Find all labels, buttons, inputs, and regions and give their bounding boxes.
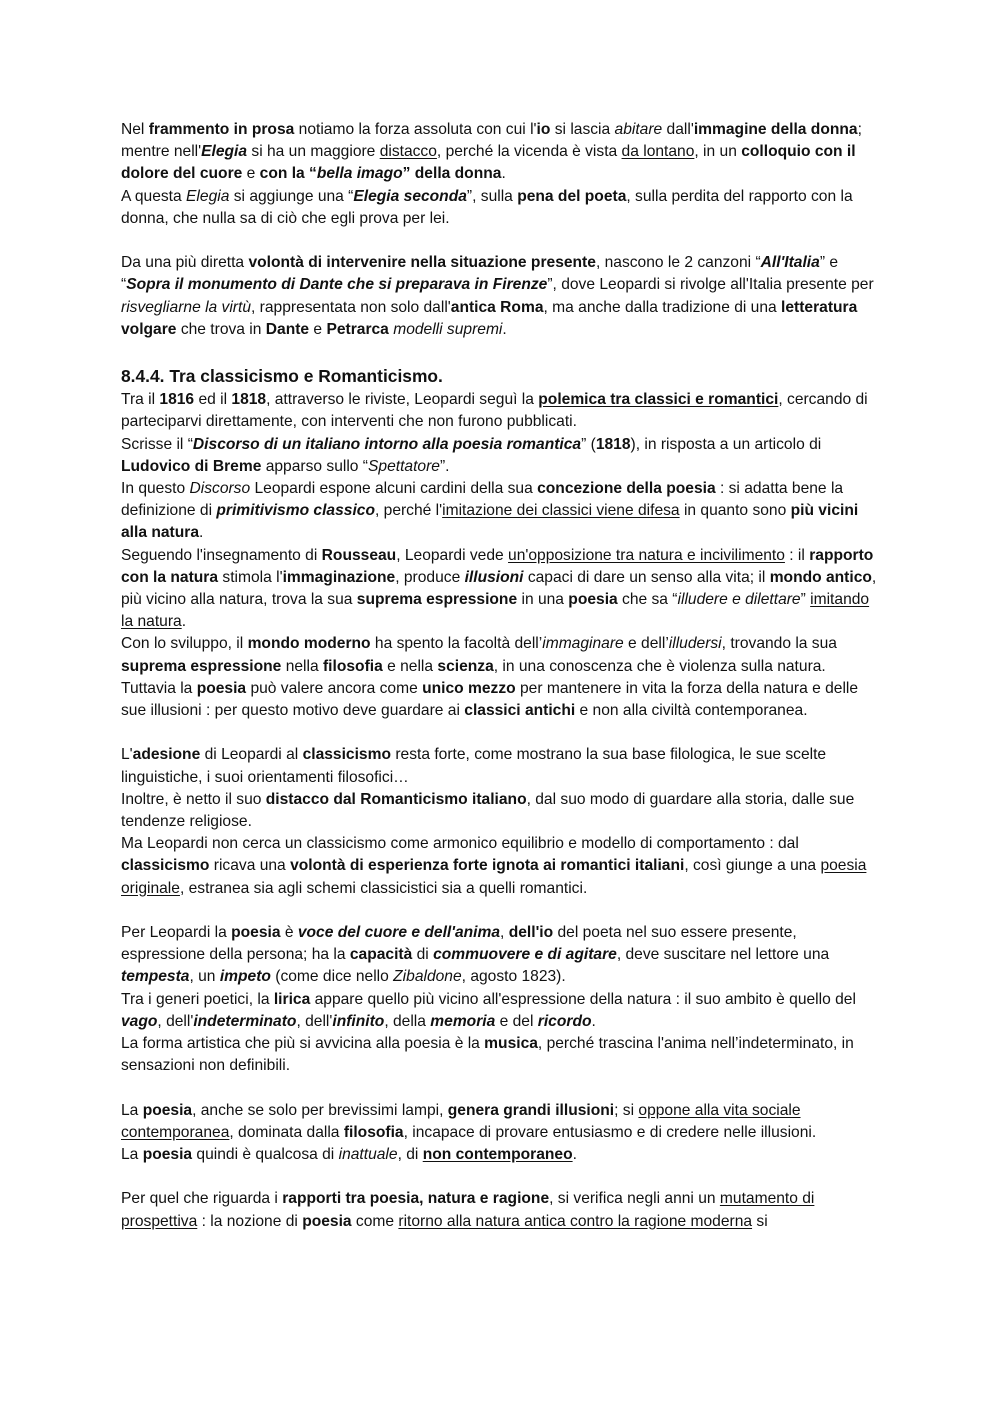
- text-run: .: [181, 613, 187, 631]
- paragraph: [121, 633, 883, 677]
- text-run: , attraverso le riviste, Leopardi seguì la: [266, 391, 539, 409]
- text-run: tempesta: [121, 968, 190, 986]
- paragraph: [121, 922, 883, 989]
- text-run: per mantenere in vita la forza della natura e delle sue illusioni : per questo motivo deve guardare ai: [121, 679, 859, 720]
- text-run: modelli supremi: [393, 320, 503, 338]
- text-run: pena del poeta: [517, 187, 627, 205]
- text-run: 1816: [159, 391, 195, 409]
- text-run: infinito: [332, 1012, 385, 1030]
- text-run: , anche se solo per brevissimi lampi,: [192, 1101, 448, 1119]
- text-run: unico mezzo: [422, 679, 516, 697]
- text-run: Ma Leopardi non cerca un classicismo come armonico equilibrio e modello di comportamento : dal: [121, 835, 799, 853]
- text-run: .: [199, 524, 204, 542]
- text-run: distacco dal Romanticismo italiano: [265, 790, 527, 808]
- text-run: in quanto sono: [679, 502, 791, 520]
- text-run: Petrarca: [326, 320, 389, 338]
- text-run: si aggiunge una “: [229, 187, 354, 205]
- text-run: adesione: [132, 746, 201, 764]
- text-run: poesia: [231, 924, 281, 942]
- text-run: , si verifica negli anni un: [549, 1190, 720, 1208]
- text-run: ”.: [439, 457, 450, 475]
- text-run: , di: [397, 1146, 423, 1164]
- text-run: stimola l': [218, 568, 283, 586]
- text-run: che trova in: [176, 320, 266, 338]
- text-run: scienza: [437, 657, 494, 675]
- text-run: poesia: [142, 1146, 193, 1164]
- text-run: del poeta nel suo essere presente, espressione della persona; ha la: [121, 924, 797, 964]
- text-run: di Leopardi al: [200, 746, 303, 764]
- document-body: [121, 119, 883, 1233]
- text-run: di: [412, 946, 434, 964]
- text-run: Sopra il monumento di Dante che si preparava in Firenze: [126, 276, 548, 294]
- text-run: Seguendo l'insegnamento di: [121, 546, 322, 564]
- text-run: , dell': [157, 1012, 194, 1030]
- text-run: capacità: [349, 946, 413, 964]
- text-run: vago: [121, 1012, 158, 1030]
- text-run: , in una conoscenza che è violenza sulla natura.: [493, 657, 826, 675]
- text-run: abitare: [614, 121, 663, 138]
- text-run: ” e “: [121, 254, 839, 294]
- document-page: [121, 119, 883, 1233]
- text-run: e del: [495, 1012, 538, 1030]
- text-run: un'opposizione tra natura e incivilimento: [508, 546, 785, 564]
- text-run: come: [351, 1212, 399, 1230]
- text-run: ; si: [614, 1101, 639, 1119]
- text-run: si lascia: [550, 121, 615, 138]
- text-run: nella: [281, 657, 323, 675]
- text-run: : il: [784, 546, 810, 564]
- text-run: : si adatta bene la definizione di: [121, 480, 844, 520]
- text-run: Tuttavia la: [121, 679, 197, 697]
- text-run: volontà di intervenire nella situazione presente: [248, 254, 596, 272]
- paragraph: [121, 789, 883, 833]
- text-run: illudersi: [668, 635, 722, 653]
- text-run: memoria: [430, 1012, 496, 1030]
- text-run: 1818: [595, 435, 631, 453]
- text-run: ”: [800, 591, 811, 609]
- text-run: concezione della poesia: [537, 480, 716, 498]
- text-run: indeterminato: [193, 1012, 297, 1030]
- paragraph: [121, 434, 883, 478]
- paragraph: [121, 119, 883, 186]
- text-run: classici antichi: [464, 702, 576, 720]
- text-run: ed il: [194, 391, 232, 409]
- paragraph-spacer: [121, 900, 883, 922]
- text-run: Zibaldone: [393, 968, 462, 986]
- text-run: appare quello più vicino all'espressione della natura : il suo ambito è quello del: [310, 990, 856, 1008]
- text-run: impeto: [219, 968, 271, 986]
- text-run: , trovando la sua: [721, 635, 837, 653]
- text-run: , deve suscitare nel lettore una: [616, 946, 830, 964]
- text-run: Nel: [121, 121, 149, 138]
- text-run: bella imago: [316, 165, 403, 183]
- text-run: , dal suo modo di guardare alla storia, dalle sue tendenze religiose.: [121, 790, 855, 831]
- text-run: mondo moderno: [247, 635, 371, 653]
- text-run: poesia originale: [121, 857, 867, 897]
- text-run: La forma artistica che più si avvicina alla poesia è la: [121, 1035, 485, 1053]
- text-run: dell'io: [508, 924, 554, 942]
- paragraph: [121, 744, 883, 788]
- text-run: io: [536, 121, 551, 138]
- text-run: in una: [517, 591, 569, 609]
- text-run: apparso sullo “: [261, 457, 368, 475]
- text-run: con la “: [259, 165, 317, 183]
- text-run: è: [280, 924, 298, 942]
- text-run: filosofia: [322, 657, 383, 675]
- text-run: Elegia: [201, 143, 248, 161]
- paragraph-spacer: [121, 1077, 883, 1099]
- text-run: immagine della donna: [693, 121, 858, 138]
- text-run: mondo antico: [769, 568, 872, 586]
- text-run: , un: [189, 968, 220, 986]
- text-run: Dante: [265, 320, 310, 338]
- text-run: Spettatore: [368, 457, 440, 475]
- text-run: .: [502, 320, 507, 338]
- text-run: colloquio con il dolore del cuore: [121, 143, 856, 183]
- text-run: , più vicino alla natura, trova la sua: [121, 568, 877, 609]
- paragraph-spacer: [121, 1166, 883, 1188]
- text-run: Tra il: [121, 391, 160, 409]
- text-run: imitando la natura: [121, 591, 870, 631]
- text-run: , così giunge a una: [684, 857, 821, 875]
- text-run: capaci di dare un senso alla vita; il: [523, 568, 770, 586]
- text-run: , nascono le 2 canzoni “: [595, 254, 761, 272]
- text-run: Da una più diretta: [121, 254, 249, 272]
- text-run: , perché trascina l'anima nell’indeterminato, in sensazioni non definibili.: [121, 1035, 854, 1075]
- paragraph: [121, 545, 883, 634]
- text-run: non contemporaneo: [422, 1146, 573, 1164]
- text-run: : la nozione di: [197, 1212, 303, 1230]
- section-heading: 8.4.4. Tra classicismo e Romanticismo.: [121, 366, 443, 387]
- text-run: notiamo la forza assoluta con cui l': [294, 121, 537, 138]
- text-run: lirica: [273, 990, 311, 1008]
- paragraph: [121, 186, 883, 230]
- text-run: distacco: [379, 143, 437, 161]
- text-run: classicismo: [302, 746, 391, 764]
- paragraph: [121, 1033, 883, 1077]
- text-run: , produce: [395, 568, 465, 586]
- text-run: , estranea sia agli schemi classicistici sia a quelli romantici.: [179, 879, 588, 897]
- text-run: commuovere e di agitare: [433, 946, 617, 964]
- paragraph-spacer: [121, 341, 883, 363]
- text-run: , ma anche dalla tradizione di una: [543, 298, 782, 316]
- text-run: resta forte, come mostrano la sua base filologica, le sue scelte linguistiche, i suoi orientamenti filosofici…: [121, 746, 827, 786]
- text-run: suprema espressione: [356, 591, 518, 609]
- text-run: L': [121, 746, 133, 764]
- text-run: ritorno alla natura antica contro la ragione moderna: [398, 1212, 753, 1230]
- text-run: letteratura volgare: [121, 298, 858, 338]
- text-run: (come dice nello: [270, 968, 394, 986]
- text-run: oppone alla vita sociale contemporanea: [121, 1101, 801, 1141]
- text-run: musica: [484, 1035, 538, 1053]
- text-run: e non alla civiltà contemporanea.: [575, 702, 808, 720]
- text-run: immaginazione: [282, 568, 396, 586]
- text-run: voce del cuore e dell'anima: [297, 924, 501, 942]
- text-run: .: [572, 1146, 577, 1164]
- text-run: da lontano: [621, 143, 695, 161]
- text-run: genera grandi illusioni: [447, 1101, 615, 1119]
- text-run: ” della donna: [402, 165, 502, 183]
- text-run: poesia: [196, 679, 247, 697]
- text-run: mutamento di prospettiva: [121, 1190, 815, 1230]
- text-run: poesia: [142, 1101, 193, 1119]
- text-run: In questo: [121, 480, 190, 498]
- text-run: che sa “: [617, 591, 678, 609]
- paragraph: [121, 678, 883, 722]
- text-run: filosofia: [343, 1123, 404, 1141]
- text-run: e: [242, 165, 260, 183]
- paragraph: [121, 252, 883, 341]
- text-run: imitazione dei classici viene difesa: [442, 502, 680, 520]
- text-run: A questa: [121, 187, 187, 205]
- text-run: Rousseau: [321, 546, 397, 564]
- text-run: illudere e dilettare: [677, 591, 801, 609]
- text-run: e nella: [382, 657, 438, 675]
- text-run: Elegia seconda: [353, 187, 467, 205]
- text-run: si ha un maggiore: [247, 143, 380, 161]
- paragraph: [121, 833, 883, 900]
- text-run: e: [309, 320, 327, 338]
- text-run: e dell’: [623, 635, 669, 653]
- text-run: , agosto 1823).: [461, 968, 566, 986]
- text-run: ,: [500, 924, 509, 942]
- text-run: , in un: [694, 143, 742, 161]
- text-run: più vicini alla natura: [121, 502, 859, 542]
- text-run: Per Leopardi la: [121, 924, 232, 942]
- text-run: ricava una: [209, 857, 291, 875]
- text-run: , cercando di parteciparvi direttamente, con interventi che non furono pubblicati.: [121, 391, 868, 431]
- text-run: La: [121, 1101, 143, 1119]
- paragraph-spacer: [121, 722, 883, 744]
- text-run: Tra i generi poetici, la: [121, 990, 274, 1008]
- text-run: ha spento la facoltà dell’: [370, 635, 543, 653]
- text-run: , perché l': [374, 502, 443, 520]
- text-run: Discorso di un italiano intorno alla poesia romantica: [192, 435, 582, 453]
- text-run: volontà di esperienza forte ignota ai romantici italiani: [290, 857, 685, 875]
- text-run: Leopardi espone alcuni cardini della sua: [250, 480, 538, 498]
- text-run: , rappresentata non solo dall': [251, 298, 451, 316]
- text-run: , perché la vicenda è vista: [436, 143, 622, 161]
- text-run: ), in risposta a un articolo di: [630, 435, 822, 453]
- text-run: Discorso: [189, 480, 251, 498]
- text-run: primitivismo classico: [216, 502, 375, 520]
- text-run: , sulla perdita del rapporto con la donna, che nulla sa di ciò che egli prova per lei.: [121, 187, 853, 227]
- text-run: polemica tra classici e romantici: [538, 391, 779, 409]
- text-run: , incapace di provare entusiasmo e di credere nelle illusioni.: [403, 1123, 817, 1141]
- text-run: , Leopardi vede: [396, 546, 509, 564]
- paragraph: [121, 989, 883, 1033]
- text-run: , dell': [296, 1012, 333, 1030]
- text-run: antica Roma: [450, 298, 544, 316]
- text-run: La: [121, 1146, 143, 1164]
- text-run: frammento in prosa: [148, 121, 295, 138]
- paragraph-spacer: [121, 230, 883, 252]
- text-run: dall': [662, 121, 694, 138]
- text-run: suprema espressione: [121, 657, 282, 675]
- paragraph: [121, 1100, 883, 1144]
- text-run: risvegliarne la virtù: [121, 298, 251, 316]
- text-run: All'Italia: [760, 254, 820, 272]
- text-run: può valere ancora come: [246, 679, 423, 697]
- text-run: Elegia: [186, 187, 230, 205]
- text-run: poesia: [302, 1212, 352, 1230]
- text-run: si: [752, 1212, 768, 1230]
- text-run: poesia: [568, 591, 618, 609]
- text-run: classicismo: [121, 857, 210, 875]
- text-run: ”, sulla: [466, 187, 518, 205]
- text-run: Scrisse il “: [121, 435, 193, 453]
- text-run: rapporto con la natura: [121, 546, 874, 586]
- paragraph: [121, 1144, 883, 1166]
- text-run: 1818: [231, 391, 267, 409]
- text-run: .: [501, 165, 506, 183]
- text-run: ; mentre nell': [121, 121, 862, 161]
- text-run: illusioni: [464, 568, 524, 586]
- text-run: Con lo sviluppo, il: [121, 635, 248, 653]
- paragraph: [121, 478, 883, 545]
- text-run: immaginare: [542, 635, 624, 653]
- text-run: quindi è qualcosa di: [192, 1146, 339, 1164]
- text-run: ricordo: [537, 1012, 592, 1030]
- text-run: ”, dove Leopardi si rivolge all'Italia presente per: [547, 276, 874, 294]
- text-run: , dominata dalla: [229, 1123, 344, 1141]
- text-run: .: [591, 1012, 596, 1030]
- text-run: rapporti tra poesia, natura e ragione: [282, 1190, 550, 1208]
- text-run: ” (: [581, 435, 596, 453]
- text-run: Inoltre, è netto il suo: [121, 790, 266, 808]
- text-run: , della: [384, 1012, 431, 1030]
- text-run: Per quel che riguarda i: [121, 1190, 283, 1208]
- text-run: inattuale: [338, 1146, 398, 1164]
- paragraph: [121, 1188, 883, 1232]
- text-run: Ludovico di Breme: [121, 457, 262, 475]
- paragraph: [121, 389, 883, 433]
